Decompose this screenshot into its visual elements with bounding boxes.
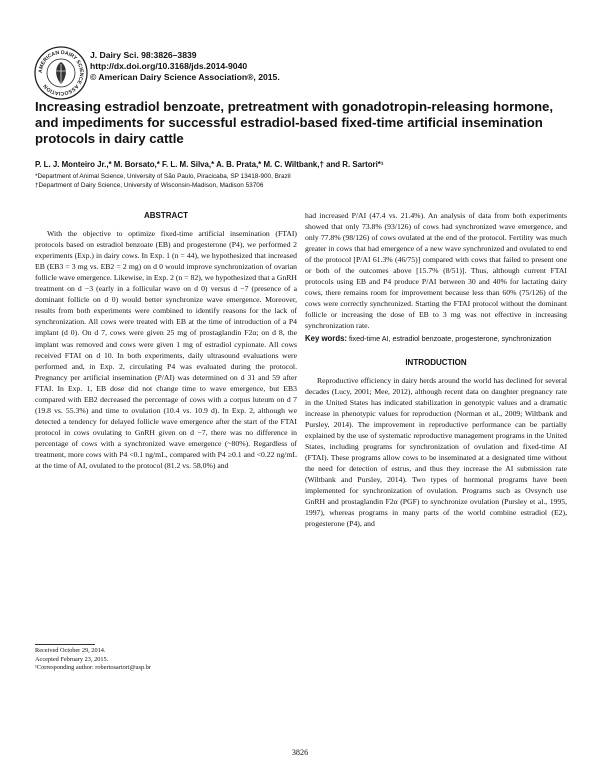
affiliations [35,172,291,191]
journal-header [90,50,280,84]
introduction-text: Reproductive efficiency in dairy herds around the world has declined for several decades (Lucy, 2001; Mee, 2012), although recent data on daughter pregnancy rate in the United States has indicated stabilization in genotypic values and a dramatic increase in phenotypic values for reproduction (Norman et al., 2009; Wiltbank and Pursley, 2014). The improvement in reproductive performance can be partially explained by the use of systematic reproductive management programs in the United States, including programs for synchronization of ovulation and fixed-time AI (FTAI). These programs allow cows to be inseminated at a designated time without the need for detection of estrus, and thus they increase the AI submission rate (Wiltbank and Pursley, 2014). Two types of hormonal programs have been implemented for synchronization of ovulation. Programs such as Ovsynch use GnRH and prostaglandin F2α (PGF) to synchronize ovulation (Pursley et al., 1995, 1997), whereas programs in many parts of the world combine estradiol (E2), progesterone (P4), and [305,375,567,529]
ads-association-seal [34,46,88,100]
affiliation-2: †Department of Dairy Science, University of Wisconsin-Madison, Madison 53706 [35,182,264,190]
affiliation-1: *Department of Animal Science, University of São Paulo, Piracicaba, SP 13418-900, Brazil [35,173,291,180]
accepted-date: Accepted February 23, 2015. [35,655,109,663]
article-title: Increasing estradiol benzoate, pretreatment with gonadotropin-releasing hormone, and impediments for successful estradiol-based fixed-time artificial insemination protocols in dairy cattle [35,99,554,146]
right-column [305,210,567,529]
footnote-rule [35,644,95,645]
abstract-text-part1: With the objective to optimize fixed-time artificial insemination (FTAI) protocols based on estradiol benzoate (EB) and progesterone (P4), we performed 2 experiments (Exp.) in dairy cows. In Exp. 1 (n = 44), we hypothesized that increased EB (EB3 = 3 mg vs. EB2 = 2 mg) on d 0 would improve synchronization of ovarian follicle wave emergence. Likewise, in Exp. 2 (n = 82), we hypothesized that a GnRH treatment on d −3 (early in a follicular wave on d 0) versus d −7 (presence of a dominant follicle on d 0) would better synchronize wave emergence. Moreover, results from both experiments were combined to identify reasons for the lack of synchronization. All cows were treated with EB at the time of introduction of a P4 implant (d 0). On d 7, cows were given 25 mg of prostaglandin F2α; on d 8, the implant was removed and cows were given 1 mg of estradiol cypionate. All cows received FTAI on d 10. In both experiments, daily ultrasound evaluations were performed and, in Exp. 2, circulating P4 was evaluated during the protocol. Pregnancy per artificial insemination (P/AI) was determined on d 31 and 59 after FTAI. In Exp. 1, EB dose did not change time to wave emergence, but EB3 compared with EB2 decreased the percentage of cows with a corpus luteum on d 7 (19.8 vs. 55.3%) and time to ovulation (10.4 vs. 10.9 d). In Exp. 2, although we detected a tendency for delayed follicle wave emergence after the start of the FTAI protocol in cows ovulating to GnRH given on d −7, there was no difference in percentage of cows with a synchronized wave emergence (~80%). Regardless of treatment, more cows with P4 <0.1 ng/mL, compared with P4 ≥0.1 and <0.22 ng/mL at the time of AI, ovulated to the protocol (81.2 vs. 58.0%) and [35,229,297,471]
received-date: Received October 29, 2014. [35,647,106,654]
citation: J. Dairy Sci. 98:3826–3839 [90,50,197,60]
seal-text: AMERICAN DAIRY SCIENCE ASSOCIATION [37,49,85,97]
abstract-heading: ABSTRACT [144,211,188,220]
page-number: 3826 [291,748,309,757]
introduction-heading: INTRODUCTION [405,357,467,367]
author-list: P. L. J. Monteiro Jr.,* M. Borsato,* F. L. M. Silva,* A. B. Prata,* M. C. Wiltbank,† and R. Sartori*¹ [35,160,384,169]
keywords-label: Key words: [305,333,348,343]
corresponding-author: ¹Corresponding author: robertosartori@usp.br [35,664,151,672]
left-column [35,210,297,471]
doi-link[interactable]: http://dx.doi.org/10.3168/jds.2014-9040 [90,61,248,72]
copyright: © American Dairy Science Association®, 2015. [90,72,280,83]
abstract-text-part2: had increased P/AI (47.4 vs. 21.4%). An analysis of data from both experiments showed that only 73.8% (93/126) of cows had synchronized wave emergence, and only 77.8% (98/126) of cows ovulated at the end of the protocol. Fertility was much greater in cows that had emergence of a new wave synchronized and ovulated to end of the protocol [P/AI 61.3% (46/75)] compared with cows that failed to present one or both of the outcomes above [15.7% (8/51)]. Thus, although current FTAI protocols using EB and P4 produce P/AI between 30 and 40% for lactating dairy cows, there remains room for improvement because less than 60% (75/126) of the cows were correctly synchronized. Starting the FTAI protocol without the dominant follicle or increasing the dose of EB to 3 mg was not effective in increasing synchronization rate. [305,211,567,331]
keywords-text: fixed-time AI, estradiol benzoate, progesterone, synchronization [348,333,552,343]
keywords [305,333,567,344]
footnotes [35,647,151,673]
